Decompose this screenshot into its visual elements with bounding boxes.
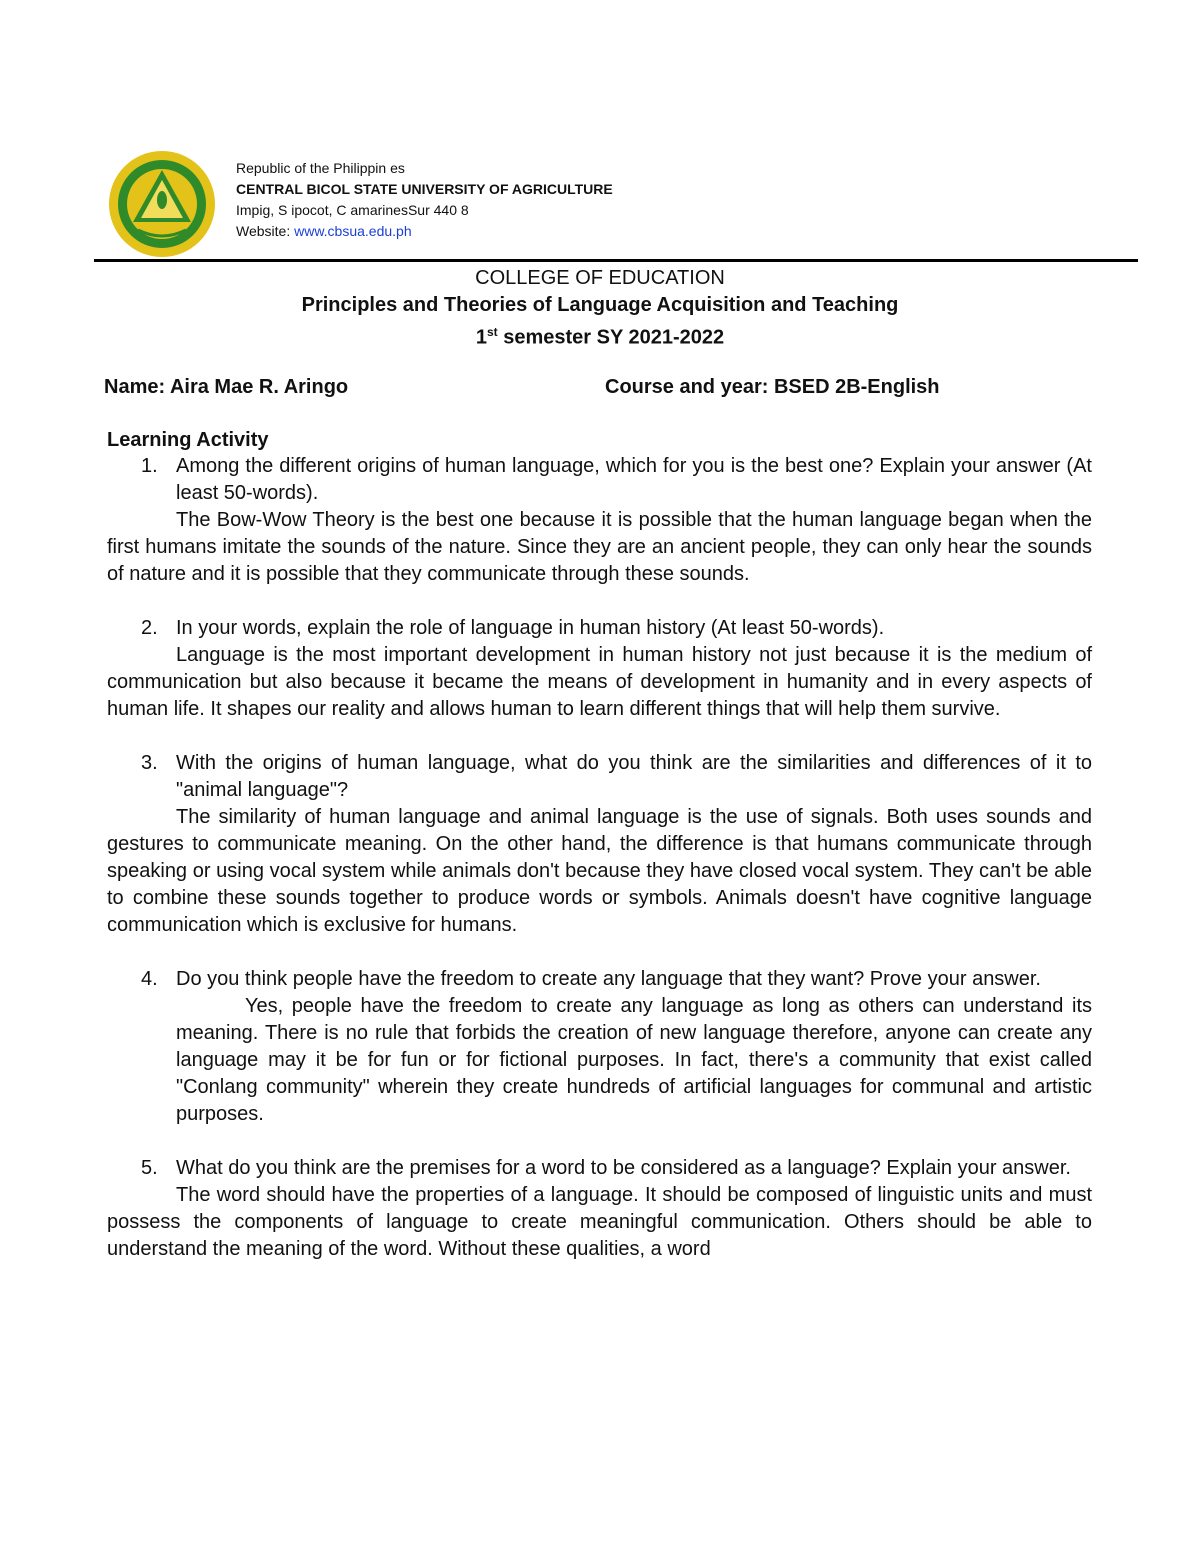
activity-item-4 (107, 966, 1092, 1128)
answer-text: The similarity of human language and animal language is the use of signals. Both uses sounds and gestures to communicate meaning. On the other hand, the difference is that humans communicate through speaking or using vocal system while animals don't because they have closed vocal system. They can't be able to combine these sounds together to produce words or symbols. Animals doesn't have cognitive language communication which is exclusive for humans. (107, 806, 1092, 936)
question (107, 750, 1092, 804)
question-number: 3. (141, 752, 158, 774)
question (107, 615, 1092, 642)
answer-text: Yes, people have the freedom to create any language as long as others can understand its meaning. There is no rule that forbids the creation of new language therefore, anyone can create any language may it be for fun or for fictional purposes. In fact, there's a community that exist called "Conlang community" wherein they create hundreds of artificial languages for communal and artistic purposes. (176, 995, 1092, 1125)
website-label: Website: (236, 223, 291, 239)
answer-text: Language is the most important development in human history not just because it is the medium of communication but also because it became the means of development in humanity and in every aspects of human life. It shapes our reality and allows human to learn different things that will help them survive. (107, 644, 1092, 720)
activity-item-2 (107, 615, 1092, 723)
question-text: What do you think are the premises for a word to be considered as a language? Explain your answer. (176, 1157, 1071, 1179)
question-text: With the origins of human language, what do you think are the similarities and differences of it to "animal language"? (176, 752, 1092, 801)
activity-heading: Learning Activity (107, 429, 269, 451)
activity-item-3 (107, 750, 1092, 939)
question-text: Among the different origins of human language, which for you is the best one? Explain your answer (At least 50-words). (176, 455, 1092, 504)
republic-line: Republic of the Philippin es (236, 160, 405, 176)
student-name: Name: Aira Mae R. Aringo (104, 376, 349, 398)
question-number: 1. (141, 455, 158, 477)
semester-rest: semester SY 2021-2022 (497, 326, 725, 349)
university-seal-icon (108, 150, 216, 258)
course-year: Course and year: BSED 2B-English (605, 376, 940, 398)
question-number: 2. (141, 617, 158, 639)
university-name: CENTRAL BICOL STATE UNIVERSITY OF AGRICULTURE (236, 181, 613, 197)
question (107, 453, 1092, 507)
question-text: Do you think people have the freedom to create any language that they want? Prove your answer. (176, 968, 1041, 990)
question-text: In your words, explain the role of language in human history (At least 50-words). (176, 617, 885, 639)
website-link[interactable]: www.cbsua.edu.ph (294, 223, 412, 239)
answer-text: The word should have the properties of a language. It should be composed of linguistic units and must possess the components of language to create meaningful communication. Others should be able to understand the meaning of the word. Without these qualities, a word (107, 1184, 1092, 1260)
activity-item-5 (107, 1155, 1092, 1263)
semester-suffix: st (486, 325, 498, 339)
activity-list (107, 453, 1092, 1290)
letterhead (236, 158, 613, 242)
semester-line (0, 319, 1200, 352)
question (107, 1155, 1092, 1182)
college-title: COLLEGE OF EDUCATION (475, 267, 725, 289)
question (107, 966, 1092, 993)
answer-text: The Bow-Wow Theory is the best one because it is possible that the human language began when the first humans imitate the sounds of the nature. Since they are an ancient people, they can only hear the sounds of nature and it is possible that they communicate through these sounds. (107, 509, 1092, 585)
semester-number: 1 (475, 326, 487, 349)
question-number: 4. (141, 968, 158, 990)
question-number: 5. (141, 1157, 158, 1179)
university-address: Impig, S ipocot, C amarinesSur 440 8 (236, 202, 469, 218)
course-title: Principles and Theories of Language Acquisition and Teaching (301, 294, 899, 316)
header-divider (94, 259, 1138, 262)
website-line (236, 221, 613, 242)
title-block (0, 265, 1200, 352)
activity-item-1 (107, 453, 1092, 588)
